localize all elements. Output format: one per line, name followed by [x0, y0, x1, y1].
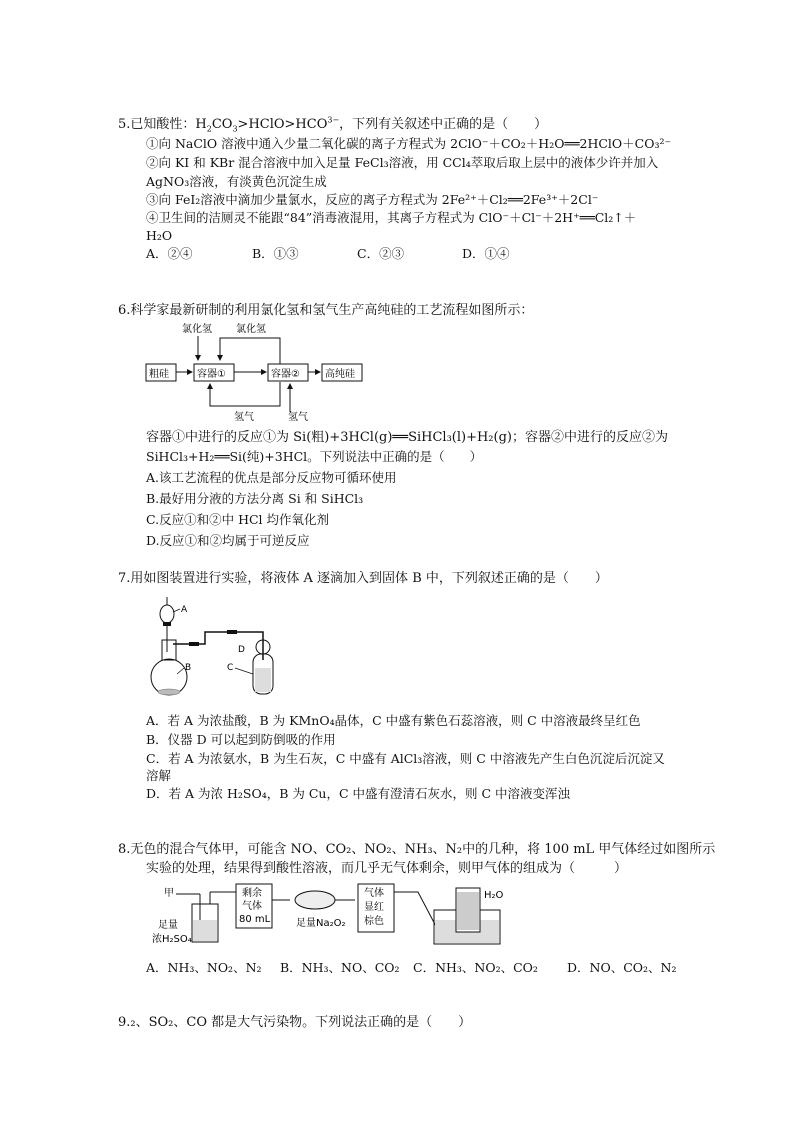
- q7-option-b: B．仪器 D 可以起到防倒吸的作用: [146, 732, 336, 747]
- q8-conc-label-2: 浓H₂SO₄: [152, 934, 192, 945]
- q6-h2-in-label: 氢气: [288, 412, 308, 423]
- q7-option-d: D．若 A 为浓 H₂SO₄，B 为 Cu，C 中盛有澄清石灰水，则 C 中溶液变浑浊: [146, 786, 571, 801]
- q6-h2-loop-label: 氢气: [234, 412, 254, 423]
- q6-hcl-loop-label: 氯化氢: [236, 324, 266, 335]
- q8-gas-2: 显红: [364, 902, 384, 913]
- q6-desc-1: 容器①中进行的反应①为 Si(粗)+3HCl(g)══SiHCl₃(l)+H₂(g)；容器②中进行的反应②为: [146, 430, 668, 445]
- q5-sub: 3: [232, 124, 238, 134]
- q6-option-a: A.该工艺流程的优点是部分反应物可循环使用: [146, 470, 397, 485]
- q8-choice-b: B．NH₃、NO、CO₂: [280, 960, 400, 975]
- q8-remain-3: 80 mL: [239, 914, 271, 925]
- q5-statement-2a: ②向 KI 和 KBr 混合溶液中加入足量 FeCl₃溶液，用 CCl₄萃取后取上层中的液体少许并加入: [146, 155, 659, 170]
- q6-option-d: D.反应①和②均属于可逆反应: [146, 533, 310, 548]
- q5-sup: 3−: [327, 115, 340, 125]
- q8-gas-3: 棕色: [364, 916, 384, 927]
- q5-stem-part: >HClO>HCO: [237, 117, 328, 132]
- q5-choice-b: B．①③: [252, 246, 299, 261]
- q6-pure-si-label: 高纯硅: [325, 369, 355, 380]
- q8-choice-d: D．NO、CO₂、N₂: [567, 960, 677, 975]
- q5-stem-part: ，下列有关叙述中正确的是（ ）: [339, 117, 548, 132]
- q8-conc-label-1: 足量: [158, 920, 178, 931]
- q8-process-diagram: [150, 882, 515, 954]
- q5-statement-4a: ④卫生间的洁厕灵不能跟“84”消毒液混用，其离子方程式为 ClO⁻＋Cl⁻＋2H⁺══Cl₂↑＋: [146, 210, 637, 225]
- q6-hcl-in-label: 氯化氢: [182, 324, 212, 335]
- q7-apparatus-diagram: [145, 592, 285, 704]
- q5-statement-3: ③向 FeI₂溶液中滴加少量氯水，反应的离子方程式为 2Fe²⁺＋Cl₂══2Fe³⁺＋2Cl⁻: [146, 192, 599, 207]
- q6-hcl-loop-arrow: [220, 338, 280, 364]
- q6-flow-diagram: [140, 320, 380, 430]
- q8-jia-label: 甲: [164, 888, 174, 899]
- q8-gas-1: 气体: [364, 888, 384, 899]
- q7-label-b: B: [185, 663, 192, 673]
- q7-funnel-bulb: [160, 605, 174, 623]
- q5-choice-d: D．①④: [462, 246, 510, 261]
- q6-option-c: C.反应①和②中 HCl 均作氧化剂: [146, 512, 330, 527]
- q8-water-label: H₂O: [484, 890, 504, 901]
- q6-option-b: B.最好用分液的方法分离 Si 和 SiHCl₃: [146, 491, 364, 506]
- q5-sub: 2: [206, 124, 212, 134]
- q5-stem: [118, 117, 547, 133]
- q7-stem: 7.用如图装置进行实验，将液体 A 逐滴加入到固体 B 中，下列叙述正确的是（ ）: [118, 571, 608, 586]
- q6-vessel-1-label: 容器①: [197, 369, 226, 380]
- q8-remain-1: 剩余: [242, 888, 262, 899]
- q8-drying-tube: [295, 891, 335, 909]
- q7-option-a: A．若 A 为浓盐酸，B 为 KMnO₄晶体，C 中盛有紫色石蕊溶液，则 C 中溶液最终呈红色: [146, 713, 641, 728]
- q5-choice-c: C．②③: [357, 246, 405, 261]
- q5-stem-part: CO: [211, 117, 233, 132]
- q7-option-c2: 溶解: [146, 768, 172, 783]
- q7-flask-neck: [162, 640, 176, 660]
- q8-stem-1: 8.无色的混合气体甲，可能含 NO、CO₂、NO₂、NH₃、N₂中的几种，将 100 mL 甲气体经过如图所示: [118, 842, 716, 857]
- q5-statement-1: ①向 NaClO 溶液中通入少量二氧化碳的离子方程式为 2ClO⁻＋CO₂＋H₂O══2HClO＋CO₃²⁻: [146, 136, 672, 151]
- q6-desc-2: SiHCl₃+H₂══Si(纯)+3HCl。下列说法中正确的是（ ）: [146, 449, 483, 464]
- q7-label-a: A: [181, 605, 188, 615]
- q9-stem: 9.₂、SO₂、CO 都是大气污染物。下列说法正确的是（ ）: [118, 1015, 472, 1030]
- q8-choice-c: C．NH₃、NO₂、CO₂: [413, 960, 538, 975]
- q5-statement-2b: AgNO₃溶液，有淡黄色沉淀生成: [146, 174, 327, 189]
- q5-stem-part: 5.已知酸性：H: [118, 117, 207, 132]
- q6-h2-loop-arrow: [210, 382, 280, 406]
- q6-vessel-2-label: 容器②: [271, 369, 300, 380]
- q7-stopcock: [163, 622, 171, 626]
- q8-na2o2-label: 足量Na₂O₂: [296, 918, 346, 929]
- q5-choice-a: A．②④: [146, 246, 193, 261]
- q7-label-d: D: [238, 645, 245, 655]
- q8-remain-2: 气体: [242, 901, 262, 912]
- q6-crude-si-label: 粗硅: [149, 369, 169, 380]
- q7-label-c: C: [227, 663, 234, 673]
- q6-stem: 6.科学家最新研制的利用氯化氢和氢气生产高纯硅的工艺流程如图所示：: [118, 303, 534, 318]
- q7-delivery-tube: [173, 632, 263, 660]
- q7-option-c1: C．若 A 为浓氨水，B 为生石灰，C 中盛有 AlCl₃溶液，则 C 中溶液先产生白色沉淀后沉淀又: [146, 751, 665, 766]
- q8-stem-2: 实验的处理，结果得到酸性溶液，而几乎无气体剩余，则甲气体的组成为（ ）: [146, 861, 628, 876]
- q5-statement-4b: H₂O: [146, 228, 173, 243]
- q8-choice-a: A．NH₃、NO₂、N₂: [146, 960, 262, 975]
